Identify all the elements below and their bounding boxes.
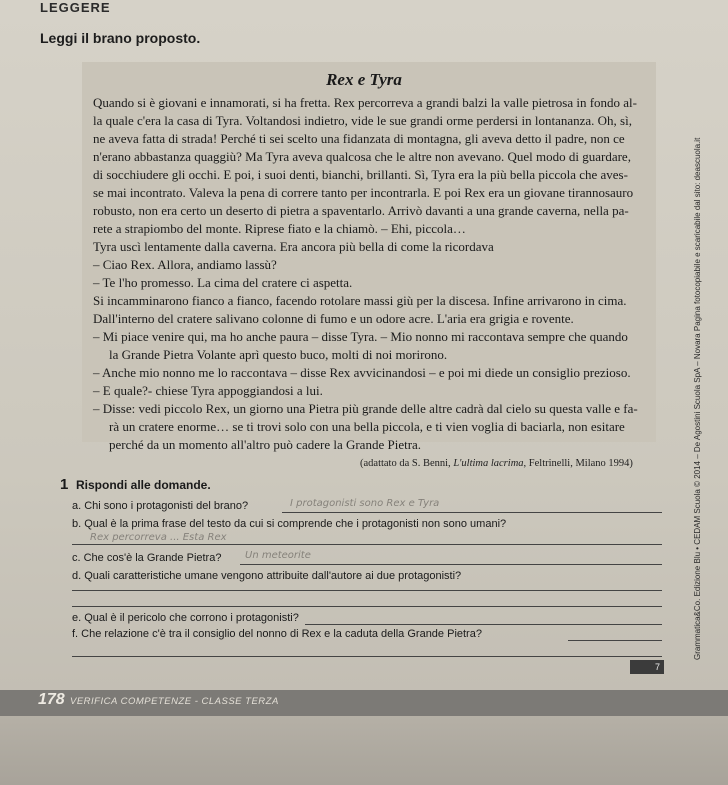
story-line: Si incamminarono fianco a fianco, facendo rotolare massi giù per la discesa. Infine arrivarono in cima. (93, 293, 627, 308)
section-header: LEGGERE (40, 0, 111, 15)
story-line: n'erano abbastanza quaggiù? Ma Tyra aveva qualcosa che le altre non avevano. Quel modo di guardare, (93, 149, 631, 164)
page-bottom-edge (0, 716, 728, 785)
story-line: – Disse: vedi piccolo Rex, un giorno una Pietra più grande delle altre cadrà dal cielo su questa valle e fa- (93, 401, 638, 416)
story-line: Tyra uscì lentamente dalla caverna. Era ancora più bella di come la ricordava (93, 239, 494, 254)
answer-line[interactable] (72, 656, 662, 657)
answer-line[interactable] (240, 564, 662, 565)
answer-line[interactable] (568, 640, 662, 641)
answer-line[interactable] (282, 512, 662, 513)
question-e: e. Qual è il pericolo che corrono i protagonisti? (72, 612, 299, 624)
page-badge: 7 (630, 660, 664, 674)
answer-line[interactable] (72, 544, 662, 545)
story-line: rà un cratere enorme… se ti trovi solo con una bella piccola, e ti vien voglia di baciarla, non esitare (109, 419, 625, 434)
story-line: robusto, non era certo un deserto di pietra a spaventarlo. Arrivò davanti a una grande caverna, nella pa- (93, 203, 629, 218)
story-line: Dall'interno del cratere salivano colonne di fumo e un odore acre. L'aria era grigia e rovente. (93, 311, 574, 326)
source-citation: (adattato da S. Benni, L'ultima lacrima, Feltrinelli, Milano 1994) (360, 458, 633, 469)
handwritten-answer-c: Un meteorite (245, 550, 311, 561)
story-line: – E quale?- chiese Tyra appoggiandosi a lui. (93, 383, 323, 398)
story-line: se mai incontrato. Valeva la pena di correre tanto per incontrarla. E poi Rex era un giovane tirannosauro (93, 185, 634, 200)
footer-page-number: 178 (38, 691, 65, 708)
story-line: rete a strapiombo del monte. Riprese fiato e la chiamò. – Ehi, piccola… (93, 221, 466, 236)
answer-line[interactable] (72, 606, 662, 607)
story-line: Quando si è giovani e innamorati, si ha fretta. Rex percorreva a grandi balzi la valle pietrosa in fondo al- (93, 95, 637, 110)
story-line: la quale c'era la casa di Tyra. Voltandosi indietro, vide le sue grandi orme perdersi in lontananza. Oh, sì, (93, 113, 632, 128)
question-f: f. Che relazione c'è tra il consiglio del nonno di Rex e la caduta della Grande Pietra? (72, 628, 482, 640)
exercise-title: Rispondi alle domande. (76, 478, 211, 492)
answer-line[interactable] (305, 624, 662, 625)
story-line: di socchiudere gli occhi. E poi, i suoi denti, bianchi, brillanti. Sì, Tyra era la più bella piccola che aves- (93, 167, 628, 182)
handwritten-answer-b: Rex percorreva ... Esta Rex (90, 532, 227, 543)
question-a: a. Chi sono i protagonisti del brano? (72, 500, 249, 512)
story-line: – Anche mio nonno me lo raccontava – disse Rex avvicinandosi – e poi mi diede un consiglio prezioso. (93, 365, 631, 380)
story-line: la Grande Pietra Volante aprì questo buco, molti di noi morirono. (109, 347, 448, 362)
question-b: b. Qual è la prima frase del testo da cui si comprende che i protagonisti non sono umani? (72, 518, 507, 530)
instruction: Leggi il brano proposto. (40, 30, 201, 46)
exercise-number: 1 (60, 476, 69, 493)
story-line: – Ciao Rex. Allora, andiamo lassù? (93, 257, 277, 272)
story-line: ne aveva fatta di strada! Perché ti sei scelto una fidanzata di montagna, gli aveva detto il padre, non ce (93, 131, 625, 146)
footer-label: VERIFICA COMPETENZE - CLASSE TERZA (70, 696, 279, 707)
question-c: c. Che cos'è la Grande Pietra? (72, 552, 222, 564)
story-line: – Te l'ho promesso. La cima del cratere ci aspetta. (93, 275, 353, 290)
question-d: d. Quali caratteristiche umane vengono attribuite dall'autore ai due protagonisti? (72, 570, 462, 582)
story-title: Rex e Tyra (326, 70, 402, 89)
handwritten-answer-a: I protagonisti sono Rex e Tyra (290, 498, 440, 509)
story-line: perché da un momento all'altro può cadere la Grande Pietra. (109, 437, 422, 452)
answer-line[interactable] (72, 590, 662, 591)
copyright-vertical: Grammatica&Co. Edizione Blu • CEDAM Scuola © 2014 – De Agostini Scuola SpA – Novara Pagina fotocopiabile e scaricabile dal sito: deascuola.it (693, 137, 702, 660)
story-line: – Mi piace venire qui, ma ho anche paura – disse Tyra. – Mio nonno mi raccontava sempre che quando (93, 329, 628, 344)
